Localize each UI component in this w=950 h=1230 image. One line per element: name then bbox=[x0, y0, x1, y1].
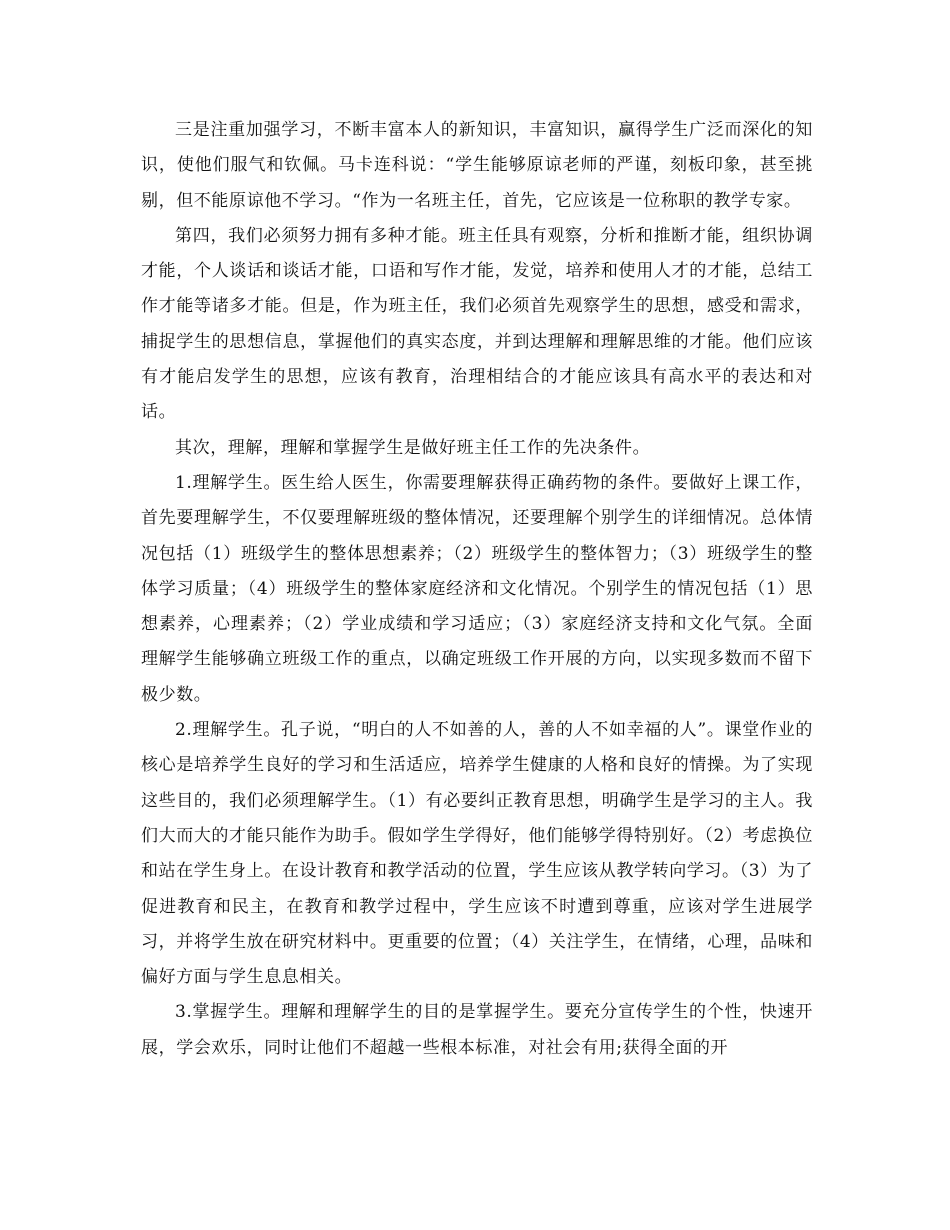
paragraph-study: 三是注重加强学习，不断丰富本人的新知识，丰富知识，赢得学生广泛而深化的知识，使他们服气和钦佩。马卡连科说：“学生能够原谅老师的严谨，刻板印象，甚至挑剔，但不能原谅他不学习。“作为一名班主任，首先，它应该是一位称职的教学专家。 bbox=[141, 120, 813, 211]
document-page bbox=[141, 113, 813, 1066]
paragraph-understand-students-1: 1.理解学生。医生给人医生，你需要理解获得正确药物的条件。要做好上课工作，首先要理解学生，不仅要理解班级的整体情况，还要理解个别学生的详细情况。总体情况包括（1）班级学生的整体思想素养；（2）班级学生的整体智力；（3）班级学生的整体学习质量；（4）班级学生的整体家庭经济和文化情况。个别学生的情况包括（1）思想素养，心理素养；（2）学业成绩和学习适应；（3）家庭经济支持和文化气氛。全面理解学生能够确立班级工作的重点，以确定班级工作开展的方向，以实现多数而不留下极少数。 bbox=[141, 472, 813, 705]
paragraph-understand-students-2: 2.理解学生。孔子说，“明白的人不如善的人，善的人不如幸福的人”。课堂作业的核心是培养学生良好的学习和生活适应，培养学生健康的人格和良好的情操。为了实现这些目的，我们必须理解学生。（1）有必要纠正教育思想，明确学生是学习的主人。我们大而大的才能只能作为助手。假如学生学得好，他们能够学得特别好。（2）考虑换位和站在学生身上。在设计教育和教学活动的位置，学生应该从教学转向学习。（3）为了促进教育和民主，在教育和教学过程中，学生应该不时遭到尊重，应该对学生进展学习，并将学生放在研究材料中。更重要的位置；（4）关注学生，在情绪，心理，品味和偏好方面与学生息息相关。 bbox=[141, 720, 813, 988]
paragraph-master-students: 3.掌握学生。理解和理解学生的目的是掌握学生。要充分宣传学生的个性，快速开展，学会欢乐，同时让他们不超越一些根本标准，对社会有用;获得全面的开 bbox=[141, 1002, 813, 1058]
paragraph-abilities: 第四，我们必须努力拥有多种才能。班主任具有观察，分析和推断才能，组织协调才能，个人谈话和谈话才能，口语和写作才能，发觉，培养和使用人才的才能，总结工作才能等诸多才能。但是，作为班主任，我们必须首先观察学生的思想，感受和需求，捕捉学生的思想信息，掌握他们的真实态度，并到达理解和理解思维的才能。他们应该有才能启发学生的思想，应该有教育，治理相结合的才能应该具有高水平的表达和对话。 bbox=[141, 225, 813, 423]
paragraph-understanding-prerequisite: 其次，理解，理解和掌握学生是做好班主任工作的先决条件。 bbox=[175, 437, 651, 458]
